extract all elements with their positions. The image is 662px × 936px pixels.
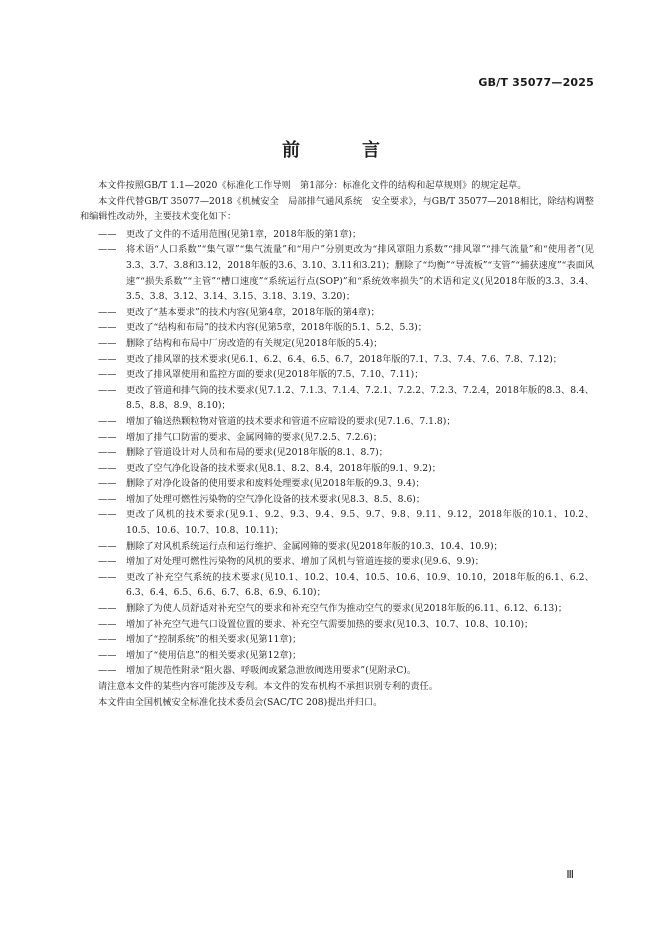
list-item [80, 648, 594, 664]
dash-marker: —— [98, 415, 117, 427]
list-item [80, 414, 594, 430]
list-item-text: 更改了“基本要求”的技术内容(见第4章，2018年版的第4章)； [126, 306, 380, 318]
list-item-text: 更改了文件的不适用范围(见第1章，2018年版的第1章)； [126, 228, 362, 240]
list-item-text: 更改了“结构和布局”的技术内容(见第5章，2018年版的5.1、5.2、5.3)； [126, 322, 427, 334]
standard-number-header: GB/T 35077—2025 [478, 76, 594, 89]
intro-paragraph: 本文件代替GB/T 35077—2018《机械安全 局部排气通风系统 安全要求》，与GB/T 35077—2018相比，除结构调整和编辑性改动外，主要技术变化如下： [80, 195, 594, 223]
intro-paragraph: 本文件按照GB/T 1.1—2020《标准化工作导则 第1部分：标准化文件的结构和起草规则》的规定起草。 [98, 180, 527, 191]
dash-marker: —— [98, 353, 117, 365]
dash-marker: —— [98, 509, 117, 521]
list-item-text: 增加了对处理可燃性污染物的风机的要求、增加了风机与管道连接的要求(见9.6、9.9)； [126, 556, 484, 568]
list-item [80, 492, 594, 508]
dash-marker: —— [98, 447, 117, 459]
dash-marker: —— [98, 244, 117, 256]
list-item [80, 430, 594, 446]
dash-marker: —— [98, 665, 117, 677]
list-item-text: 增加了处理可燃性污染物的空气净化设备的技术要求(见8.3、8.5、8.6)； [126, 493, 426, 505]
list-item [80, 461, 594, 477]
list-item-text: 删除了对净化设备的使用要求和废料处理要求(见2018年版的9.3、9.4)； [126, 478, 425, 490]
dash-marker: —— [98, 540, 117, 552]
dash-marker: —— [98, 306, 117, 318]
list-item-text: 增加了输送热颗粒物对管道的技术要求和管道不应暗设的要求(见7.1.6、7.1.8)； [126, 415, 456, 427]
list-item-text: 增加了排气口防雷的要求、金属网筛的要求(见7.2.5、7.2.6)； [126, 431, 383, 443]
dash-marker: —— [98, 603, 117, 615]
dash-marker: —— [98, 337, 117, 349]
dash-marker: —— [98, 618, 117, 630]
dash-marker: —— [98, 634, 117, 646]
list-item [80, 507, 594, 538]
changes-list [80, 227, 594, 679]
page-title: 前 言 [282, 140, 402, 161]
list-item-text: 增加了“控制系统”的相关要求(见第11章)； [126, 634, 302, 646]
committee-statement: 本文件由全国机械安全标准化技术委员会(SAC/TC 208)提出并归口。 [98, 696, 383, 708]
list-item [80, 352, 594, 368]
list-item-text: 将术语“人口系数”“集气罩”“集气流量”和“用户”分别更改为“排风罩阻力系数”“排风罩”“排气流量”和“使用者”(见3.3、3.7、3.8和3.12，2018年版的3.6、3.10、3.11和3.21)；删除了“均衡”“导流板”“支管”“捕获速度”“表面风速”“损失系数”“主管”“槽口速度”“系统运行点(SOP)”和“系统效率损失”的术语和定义(见2018年版的3.3、3.4、3.5、3.8、3.12、3.14、3.15、3.18、3.19、3.20)； [126, 244, 594, 303]
dash-marker: —— [98, 431, 117, 443]
dash-marker: —— [98, 462, 117, 474]
list-item-text: 更改了补充空气系统的技术要求(见10.1、10.2、10.4、10.5、10.6、10.9、10.10，2018年版的6.1、6.2、6.3、6.4、6.5、6.6、6.7、6.8、6.9、6.10)； [126, 571, 594, 599]
list-item-text: 更改了空气净化设备的技术要求(见8.1、8.2、8.4，2018年版的9.1、9.2)； [126, 462, 441, 474]
dash-marker: —— [98, 384, 117, 396]
dash-marker: —— [98, 228, 117, 240]
list-item [80, 539, 594, 555]
list-item [80, 383, 594, 414]
list-item [80, 617, 594, 633]
list-item-text: 删除了结构和布局中厂房改造的有关规定(见2018年版的5.4)； [126, 337, 383, 349]
list-item [80, 242, 594, 304]
list-item-text: 更改了排风罩的技术要求(见6.1、6.2、6.4、6.5、6.7，2018年版的7.1、7.3、7.4、7.6、7.8、7.12)； [126, 353, 562, 365]
list-item-text: 删除了对风机系统运行点和运行维护、金属网筛的要求(见2018年版的10.3、10.4、10.9)； [126, 540, 503, 552]
list-item-text: 更改了排风罩使用和监控方面的要求(见2018年版的7.5、7.10、7.11)； [126, 369, 424, 381]
list-item-text: 增加了“使用信息”的相关要求(见第12章)； [126, 649, 302, 661]
dash-marker: —— [98, 556, 117, 568]
dash-marker: —— [98, 478, 117, 490]
dash-marker: —— [98, 369, 117, 381]
list-item-text: 删除了管道设计对人员和布局的要求(见2018年版的8.1、8.7)； [126, 447, 388, 459]
list-item-text: 删除了为使人员舒适对补充空气的要求和补充空气作为推动空气的要求(见2018年版的6.11、6.12、6.13)； [126, 603, 568, 615]
list-item-text: 增加了补充空气进气口设置位置的要求、补充空气需要加热的要求(见10.3、10.7、10.8、10.10)； [126, 618, 534, 630]
list-item [80, 663, 594, 679]
dash-marker: —— [98, 322, 117, 334]
list-item [80, 632, 594, 648]
list-item [80, 367, 594, 383]
list-item [80, 227, 594, 243]
list-item [80, 336, 594, 352]
dash-marker: —— [98, 649, 117, 661]
dash-marker: —— [98, 493, 117, 505]
list-item [80, 305, 594, 321]
list-item [80, 445, 594, 461]
list-item [80, 554, 594, 570]
dash-marker: —— [98, 571, 117, 583]
foreword-body [80, 178, 594, 710]
list-item [80, 601, 594, 617]
patent-notice: 请注意本文件的某些内容可能涉及专利。本文件的发布机构不承担识别专利的责任。 [98, 681, 438, 692]
list-item [80, 320, 594, 336]
list-item-text: 增加了规范性附录“阻火器、呼吸阀或紧急泄放阀选用要求”(见附录C)。 [126, 665, 417, 677]
list-item [80, 476, 594, 492]
list-item [80, 570, 594, 601]
page-number: Ⅲ [566, 869, 574, 881]
list-item-text: 更改了风机的技术要求(见9.1、9.2、9.3、9.4、9.5、9.7、9.8、9.11、9.12，2018年版的10.1、10.2、10.5、10.6、10.7、10.8、10.11)； [126, 509, 594, 537]
list-item-text: 更改了管道和排气筒的技术要求(见7.1.2、7.1.3、7.1.4、7.2.1、7.2.2、7.2.3、7.2.4，2018年版的8.3、8.4、8.5、8.8、8.9、8.10)； [126, 384, 594, 412]
